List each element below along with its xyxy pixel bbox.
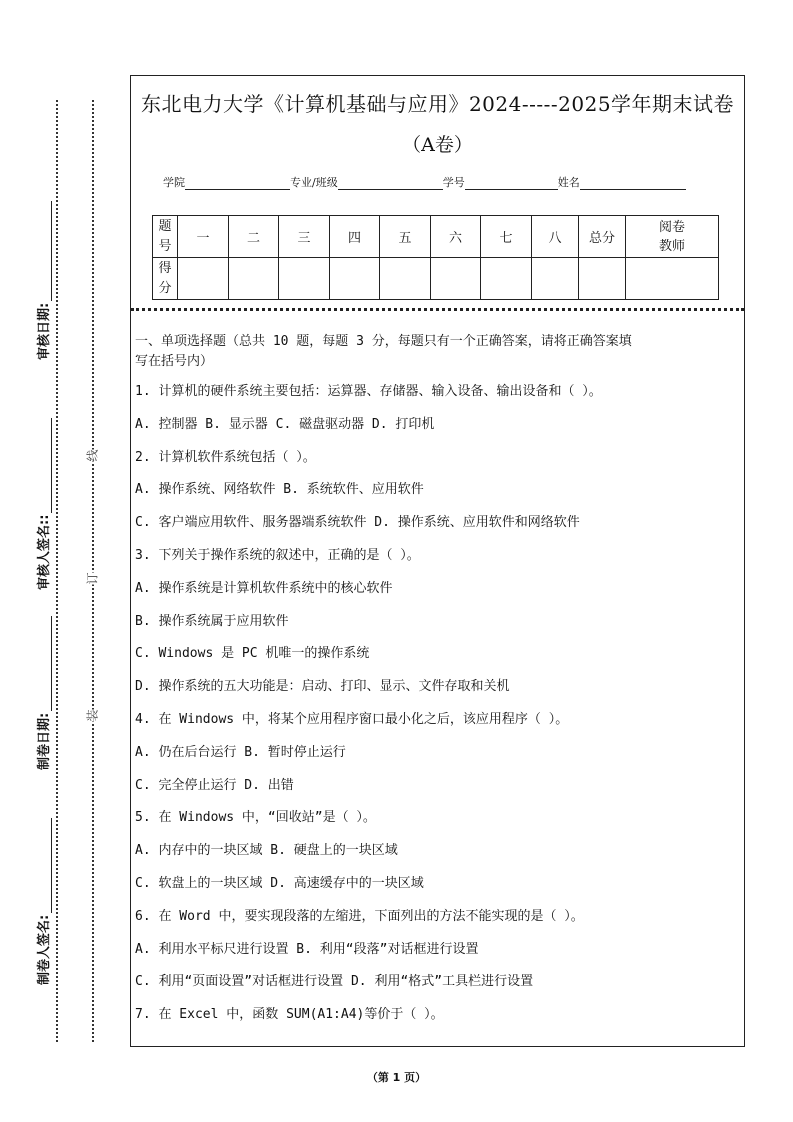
col-3: 三 [279,216,330,258]
score-cell[interactable] [431,258,481,300]
reviewer-signature-field [33,418,52,590]
question-line: C. 软盘上的一块区域 D. 高速缓存中的一块区域 [135,875,424,891]
question-line: 2. 计算机软件系统包括（ ）。 [135,449,316,465]
score-table [152,215,719,300]
exam-page-frame [130,75,745,1047]
question-line: B. 操作系统属于应用软件 [135,613,289,629]
score-cell[interactable] [279,258,330,300]
score-table-header-row [153,216,719,258]
question-line: 5. 在 Windows 中，“回收站”是（ ）。 [135,810,376,826]
header-label-cell: 题号 [153,216,178,258]
question-line: A. 内存中的一块区域 B. 硬盘上的一块区域 [135,843,398,859]
question-line: C. 利用“页面设置”对话框进行设置 D. 利用“格式”工具栏进行设置 [135,974,534,990]
question-line: 1. 计算机的硬件系统主要包括：运算器、存储器、输入设备、输出设备和（ ）。 [135,384,602,399]
question-line: A. 利用水平标尺进行设置 B. 利用“段落”对话框进行设置 [135,941,479,957]
maker-date-label: 制卷日期: [37,712,52,770]
question-line: 6. 在 Word 中，要实现段落的左缩进，下面列出的方法不能实现的是（ ）。 [135,908,584,924]
score-label-cell: 得分 [153,258,178,300]
question-line: A. 仍在后台运行 B. 暂时停止运行 [135,744,346,760]
col-2: 二 [229,216,279,258]
score-cell[interactable] [481,258,532,300]
question-line: C. 客户端应用软件、服务器端系统软件 D. 操作系统、应用软件和网络软件 [135,515,580,531]
binding-mark-ding: 订 [85,572,100,585]
col-8: 八 [532,216,579,258]
exam-subtitle: （A卷） [402,134,473,156]
student-id-field[interactable] [465,177,558,190]
exam-title: 东北电力大学《计算机基础与应用》2024-----2025学年期末试卷 [140,92,735,116]
reviewer-signature-label: 审核人签名:: [37,514,52,590]
question-line: A. 控制器 B. 显示器 C. 磁盘驱动器 D. 打印机 [135,416,435,432]
score-cell[interactable] [579,258,626,300]
col-total: 总分 [579,216,626,258]
review-date-label: 审核日期: [37,302,52,360]
major-class-field[interactable] [338,177,443,190]
maker-signature-line [41,818,52,913]
col-6: 六 [431,216,481,258]
score-cell[interactable] [178,258,229,300]
reviewer-signature-line [41,418,52,513]
score-table-score-row [153,258,719,300]
review-date-line [41,201,52,301]
section-1-questions [135,332,738,1032]
col-5: 五 [380,216,431,258]
score-cell[interactable] [380,258,431,300]
dotted-separator [131,308,744,311]
col-grader: 阅卷教师 [626,216,719,258]
question-line: 3. 下列关于操作系统的叙述中，正确的是（ ）。 [135,547,420,563]
question-line: C. 完全停止运行 D. 出错 [135,777,294,793]
maker-date-field [33,616,52,770]
section-heading-cont: 写在括号内） [135,354,214,369]
col-4: 四 [330,216,380,258]
maker-date-line [41,616,52,711]
binding-dotted-line-inner [92,100,94,1042]
score-cell[interactable] [330,258,380,300]
student-id-label: 学号 [442,176,465,189]
question-line: C. Windows 是 PC 机唯一的操作系统 [135,646,370,662]
question-line: D. 操作系统的五大功能是：启动、打印、显示、文件存取和关机 [135,679,510,695]
major-class-label: 专业/班级 [290,176,338,189]
college-label: 学院 [163,176,185,189]
question-line: 4. 在 Windows 中，将某个应用程序窗口最小化之后，该应用程序（ ）。 [135,711,569,727]
binding-mark-xian: 线 [85,449,100,462]
score-cell[interactable] [626,258,719,300]
review-date-field [33,201,52,360]
maker-signature-field [33,818,52,985]
college-field[interactable] [185,177,290,190]
student-info-fields [163,174,686,190]
score-cell[interactable] [532,258,579,300]
name-field[interactable] [580,177,686,190]
page-number: （第 1 页） [366,1071,427,1084]
score-cell[interactable] [229,258,279,300]
question-line: 7. 在 Excel 中，函数 SUM(A1:A4)等价于（ ）。 [135,1007,444,1023]
section-heading: 一、单项选择题（总共 10 题，每题 3 分，每题只有一个正确答案，请将正确答案填 [135,334,632,349]
col-1: 一 [178,216,229,258]
col-7: 七 [481,216,532,258]
question-line: A. 操作系统是计算机软件系统中的核心软件 [135,580,393,596]
binding-dotted-line-outer [56,100,58,1042]
maker-signature-label: 制卷人签名: [37,914,52,985]
name-label: 姓名 [557,176,580,189]
question-line: A. 操作系统、网络软件 B. 系统软件、应用软件 [135,482,424,498]
binding-mark-zhuang: 装 [85,709,100,722]
